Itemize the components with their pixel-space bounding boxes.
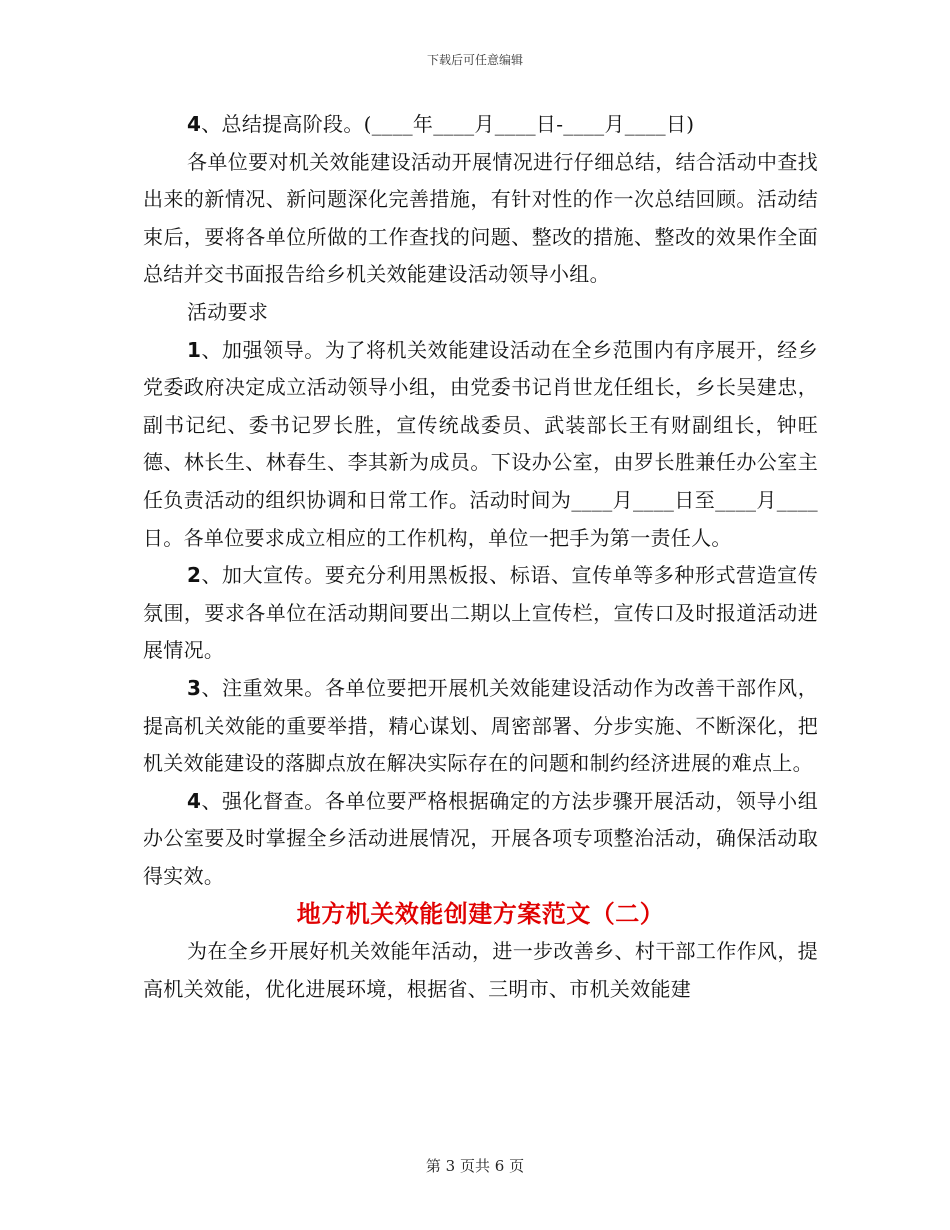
page-number: 第 3 页共 6 页 [425,1157,525,1175]
stage4-heading [143,106,818,144]
stage4-paragraph: 各单位要对机关效能建设活动开展情况进行仔细总结，结合活动中查找出来的新情况、新问题深化完善措施，有针对性的作一次总结回顾。活动结束后，要将各单位所做的工作查找的问题、整改的措施、整改的效果作全面总结并交书面报告给乡机关效能建设活动领导小组。 [143,149,818,287]
requirement-paragraph [143,670,818,783]
requirement-number: 4 [187,788,202,813]
stage4-text: 、总结提高阶段。(____年____月____日-____月____日) [201,112,695,136]
requirement-number: 3 [187,675,202,700]
requirement-paragraph [143,332,818,558]
requirement-number: 1 [187,337,202,362]
page-footer [0,1156,950,1176]
requirement-text: 、加大宣传。要充分利用黑板报、标语、宣传单等多种形式营造宣传氛围，要求各单位在活动期间要出二期以上宣传栏，宣传口及时报道活动进展情况。 [143,563,818,663]
requirement-text: 、强化督查。各单位要严格根据确定的方法步骤开展活动，领导小组办公室要及时掌握全乡活动进展情况，开展各项专项整治活动，确保活动取得实效。 [143,788,818,888]
requirements-heading: 活动要求 [187,299,269,324]
section-title: 地方机关效能创建方案范文（二） [296,899,665,929]
requirement-paragraph [143,783,818,896]
document-body [143,106,818,1009]
requirement-text: 、注重效果。各单位要把开展机关效能建设活动作为改善干部作风，提高机关效能的重要举措，精心谋划、周密部署、分步实施、不断深化，把机关效能建设的落脚点放在解决实际存在的问题和制约经济进展的难点上。 [143,675,818,776]
section2-intro: 为在全乡开展好机关效能年活动，进一步改善乡、村干部工作作风，提高机关效能，优化进展环境，根据省、三明市、市机关效能建 [143,939,818,1002]
requirement-paragraph [143,557,818,670]
requirement-number: 2 [187,563,202,588]
requirement-text: 、加强领导。为了将机关效能建设活动在全乡范围内有序展开，经乡党委政府决定成立活动领导小组，由党委书记肖世龙任组长，乡长吴建忠，副书记纪、委书记罗长胜，宣传统战委员、武装部长王有财副组长，钟旺德、林长生、林春生、李其新为成员。下设办公室，由罗长胜兼任办公室主任负责活动的组织协调和日常工作。活动时间为____月____日至____月____日。各单位要求成立相应的工作机构，单位一把手为第一责任人。 [143,337,818,550]
page-header [0,52,950,68]
stage4-number: 4 [187,112,202,136]
header-text: 下载后可任意编辑 [426,53,523,67]
